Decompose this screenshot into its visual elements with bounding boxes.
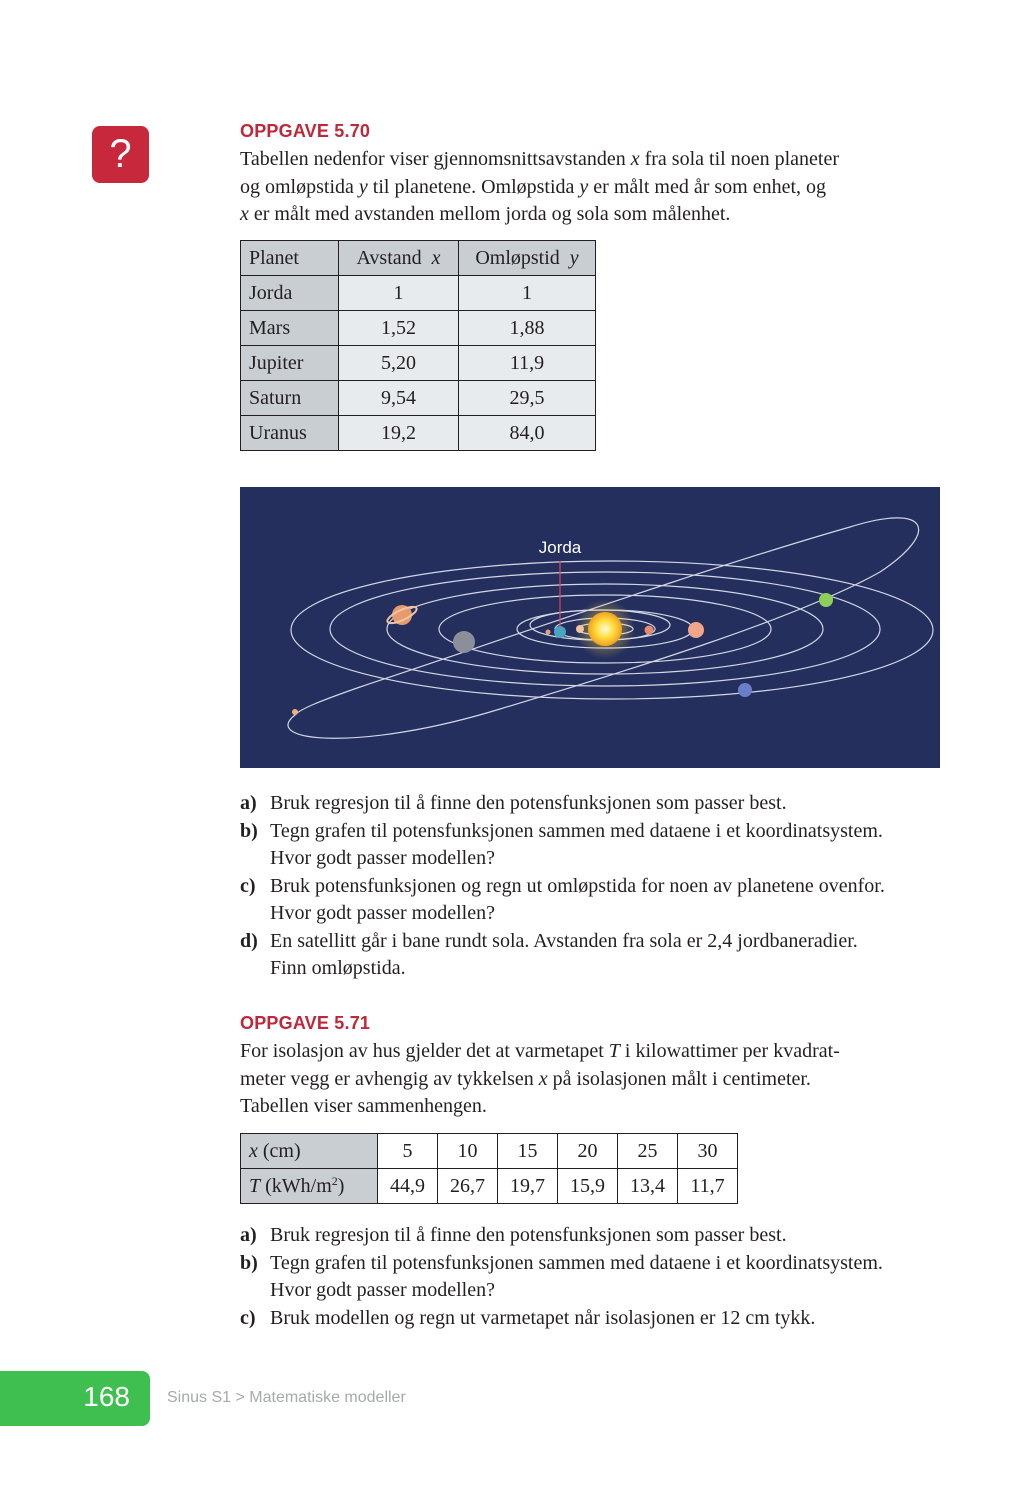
period-cell: 29,5 (459, 381, 596, 416)
planet-table (240, 240, 596, 451)
period-cell: 1,88 (459, 311, 596, 346)
intro-line: Tabellen viser sammenhengen. (240, 1095, 487, 1117)
planet-name: Mars (241, 311, 339, 346)
venus-icon (576, 625, 584, 633)
saturn-like-grey-planet-icon (453, 631, 475, 653)
intro-line: Tabellen nedenfor viser gjennomsnittsavstanden x fra sola til noen planeter (240, 148, 839, 170)
question-c: c) Bruk modellen og regn ut varmetapet når isolasjonen er 12 cm tykk. (240, 1306, 816, 1329)
distance-cell: 5,20 (339, 346, 459, 381)
earth-label: Jorda (538, 538, 582, 557)
x-value-cell: 15 (498, 1134, 558, 1169)
period-cell: 84,0 (459, 416, 596, 451)
planet-name: Uranus (241, 416, 339, 451)
blue-planet-icon (738, 683, 752, 697)
distance-cell: 1 (339, 276, 459, 311)
t-value-cell: 13,4 (618, 1169, 678, 1204)
table-row-x (241, 1134, 738, 1169)
period-cell: 1 (459, 276, 596, 311)
table-row (241, 311, 596, 346)
planet-name: Jupiter (241, 346, 339, 381)
task-heading-5-71: OPPGAVE 5.71 (240, 1013, 371, 1033)
task2-intro (240, 1038, 930, 1121)
table-header-row (241, 241, 596, 276)
t-value-cell: 19,7 (498, 1169, 558, 1204)
question-a: a) Bruk regresjon til å finne den potensfunksjonen som passer best. (240, 792, 787, 814)
task-heading-5-70: OPPGAVE 5.70 (240, 121, 371, 141)
mercury-icon (546, 630, 551, 635)
page-number: 168 (0, 1371, 150, 1426)
table-row (241, 346, 596, 381)
task1-questions (240, 790, 940, 983)
col-header-distance: Avstand x (339, 241, 459, 276)
x-value-cell: 10 (438, 1134, 498, 1169)
jupiter-icon (688, 622, 704, 638)
intro-line: For isolasjon av hus gjelder det at varmetapet T i kilowattimer per kvadrat- (240, 1040, 840, 1062)
x-value-cell: 25 (618, 1134, 678, 1169)
breadcrumb: Sinus S1 > Matematiske modeller (167, 1389, 406, 1406)
t-value-cell: 11,7 (678, 1169, 738, 1204)
question-d: d) En satellitt går i bane rundt sola. Avstanden fra sola er 2,4 jordbaneradier. Finn omløpstida. (240, 929, 858, 979)
t-value-cell: 15,9 (558, 1169, 618, 1204)
planet-name: Jorda (241, 276, 339, 311)
col-header-planet: Planet (241, 241, 339, 276)
x-value-cell: 20 (558, 1134, 618, 1169)
distance-cell: 19,2 (339, 416, 459, 451)
question-b: b) Tegn grafen til potensfunksjonen sammen med dataene i et koordinatsystem. Hvor godt passer modellen? (240, 1251, 883, 1301)
question-a: a) Bruk regresjon til å finne den potensfunksjonen som passer best. (240, 1224, 787, 1246)
t-value-cell: 44,9 (378, 1169, 438, 1204)
col-header-period: Omløpstid y (459, 241, 596, 276)
intro-line: og omløpstida y til planetene. Omløpstida y er målt med år som enhet, og (240, 175, 827, 198)
x-value-cell: 30 (678, 1134, 738, 1169)
question-mark-icon: ? (92, 126, 149, 183)
table-row-t (241, 1169, 738, 1204)
x-value-cell: 5 (378, 1134, 438, 1169)
solar-system-illustration (240, 487, 940, 768)
row-label-x: x (cm) (241, 1134, 378, 1169)
mars-icon (645, 626, 654, 635)
distance-cell: 1,52 (339, 311, 459, 346)
sun-icon (588, 612, 622, 646)
question-c: c) Bruk potensfunksjonen og regn ut omløpstida for noen av planetene ovenfor. Hvor godt passer modellen? (240, 874, 885, 924)
question-b: b) Tegn grafen til potensfunksjonen sammen med dataene i et koordinatsystem. Hvor godt passer modellen? (240, 819, 883, 869)
task2-questions (240, 1222, 940, 1332)
ringed-planet-icon (385, 604, 418, 627)
period-cell: 11,9 (459, 346, 596, 381)
t-value-cell: 26,7 (438, 1169, 498, 1204)
task1-intro (240, 146, 930, 229)
table-row (241, 381, 596, 416)
earth-icon (554, 626, 566, 638)
table-row (241, 416, 596, 451)
table-row (241, 276, 596, 311)
dwarf-planet-icon (292, 709, 298, 715)
insulation-table (240, 1133, 738, 1204)
intro-line: x er målt med avstanden mellom jorda og sola som målenhet. (240, 203, 731, 225)
planet-name: Saturn (241, 381, 339, 416)
row-label-t: T $(kWh/m^2)$ (241, 1169, 378, 1204)
green-planet-icon (819, 593, 833, 607)
distance-cell: 9,54 (339, 381, 459, 416)
intro-line: meter vegg er avhengig av tykkelsen x på isolasjonen målt i centimeter. (240, 1067, 811, 1090)
